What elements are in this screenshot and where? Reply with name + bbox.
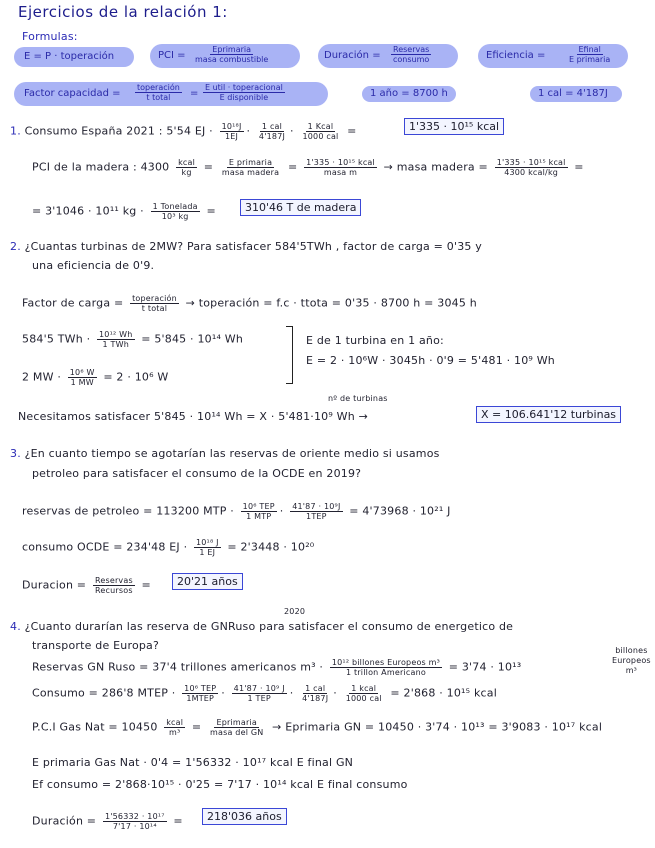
ex2-nturb-label: nº de turbinas: [328, 394, 388, 403]
ex3-dur-frac: [93, 576, 135, 595]
ex1-pci-frac2-den: masa m: [323, 168, 358, 177]
ex3-number: 3.: [10, 447, 21, 460]
ex2-mw-den: 1 MW: [70, 378, 94, 387]
ex4-res-line: [32, 658, 521, 677]
ex1-line3-text: = 3'1046 · 10¹¹ kg ·: [32, 204, 144, 218]
ex4-c1-num: 10⁶ TEP: [184, 684, 217, 693]
ex1-pci-unit-num: kcal: [178, 158, 196, 167]
ex1-pci-line: PCI de la madera : 4300 $\frac{\text{kcal}}{kg}$ = $\frac{\text{E primaria}}{\text{masa madera}}$ = $\frac{\text{1'335 · 10¹⁵ kcal}}{\text{masa m}}$ → masa madera = $\frac{\text{1'335 · 10¹⁵ kcal}}{\text{4300 kcal/kg}}$ =: [32, 158, 584, 177]
ex4-question-line2: transporte de Europa?: [32, 639, 160, 652]
ex4-con-line: Consumo = 286'8 MTEP · $\frac{\text{10⁶ TEP}}{\text{1MTEP}}$ · $\frac{\text{41'87 · 10⁹ J}}{\text{1 TEP}}$ · $\frac{\text{1 cal}}{4'187J}$ · $\frac{\text{1 kcal}}{\text{1000 cal}}$ = 2'868 · 10¹⁵ kcal: [32, 684, 497, 703]
ex1-frac4: [151, 202, 200, 221]
ex2-twh-num: 10¹² Wh: [98, 330, 133, 339]
ex4-res-result: = 3'74 · 10¹³: [448, 660, 522, 674]
ex4-pci-line: P.C.I Gas Nat = 10450 $\frac{\text{kcal}}{\text{m³}}$ = $\frac{\text{Eprimaria}}{\text{masa del GN}}$ → Eprimaria GN = 10450 · 3'74 · 10¹³ = 3'9083 · 10¹⁷ kcal: [32, 718, 603, 737]
ex3-result-box: 20'21 años: [172, 573, 243, 590]
ex4-res-text: Reservas GN Ruso = 37'4 trillones americanos m³ ·: [32, 660, 324, 674]
ex3-c-den: 1 EJ: [199, 548, 216, 557]
ex2-fc-den: t total: [141, 304, 168, 313]
ex1-f1-den: 1EJ: [224, 132, 239, 141]
ex1-pci-unit: [176, 158, 197, 177]
ex1-f4-den: 10³ kg: [161, 212, 189, 221]
ex4-rt-den: 1 trillon Americano: [345, 668, 426, 677]
ex1-f2-den: 4'187J: [258, 132, 286, 141]
ex1-f3-num: 1 Kcal: [307, 122, 334, 131]
ex3-res-result: = 4'73968 · 10²¹ J: [349, 504, 451, 518]
ex4-c1-den: 1MTEP: [186, 694, 215, 703]
ex1-f1-num: 10¹⁸J: [221, 122, 242, 131]
pill-eficiencia-lhs: Eficiencia =: [486, 50, 546, 61]
ex2-fc-text: Factor de carga =: [22, 296, 124, 310]
ex2-brace-line2: E = 2 · 10⁶W · 3045h · 0'9 = 5'481 · 10⁹ Wh: [306, 354, 555, 367]
ex1-line1: 1. Consumo España 2021 : 5'54 EJ · $\frac{\text{10¹⁸J}}{1EJ}$ · $\frac{\text{1 cal}}{4'187J}$ · $\frac{\text{1 Kcal}}{\text{1000 cal}}$ =: [10, 122, 357, 141]
ex4-c3-frac: [300, 684, 330, 703]
ex4-res-units: [612, 646, 651, 676]
ex2-mw-text: 2 MW ·: [22, 370, 62, 384]
ex4-pci-frac-den: masa del GN: [210, 728, 264, 737]
pill-fc-equals: =: [190, 88, 199, 99]
page-title: Ejercicios de la relación 1:: [18, 3, 228, 21]
ex1-pci-frac3-den: 4300 kcal/kg: [504, 168, 559, 177]
ex2-fc-num: toperación: [132, 294, 177, 303]
pill-energy: [14, 47, 134, 67]
pill-energy-text: E = P · toperación: [24, 51, 115, 62]
ex2-twh-text: 584'5 TWh ·: [22, 332, 91, 346]
ex4-res-unit1: billones: [615, 646, 648, 655]
pill-duracion-den: consumo: [393, 55, 430, 64]
ex3-r1-num: 10⁶ TEP: [242, 502, 275, 511]
pill-fc-den1: t total: [146, 93, 171, 102]
ex2-twh-line: [22, 330, 243, 349]
ex2-result-box: X = 106.641'12 turbinas: [476, 406, 621, 423]
ex4-dur-num: 1'56332 · 10¹⁷: [104, 812, 165, 821]
pill-duracion-fraction: [391, 45, 431, 64]
pill-fc-fraction-1: [135, 83, 182, 102]
ex4-con-result: = 2'868 · 10¹⁵ kcal: [390, 686, 497, 700]
ex3-question-line1: [10, 447, 440, 460]
ex2-brace-line1: E de 1 turbina en 1 año:: [306, 334, 444, 347]
ex2-nec-line: Necesitamos satisfacer 5'845 · 10¹⁴ Wh = X · 5'481·10⁹ Wh →: [18, 410, 369, 423]
ex2-fc-frac: [130, 294, 179, 313]
pill-factor-capacidad: [14, 82, 328, 106]
ex2-twh-frac: [97, 330, 135, 349]
ex3-dur-den: Recursos: [95, 586, 133, 595]
pill-fc-den2: E disponible: [219, 93, 269, 102]
ex1-frac3: [300, 122, 340, 141]
ex1-frac2: [257, 122, 287, 141]
ex3-res-text: reservas de petroleo = 113200 MTP ·: [22, 504, 234, 518]
ex4-ep-line: E primaria Gas Nat · 0'4 = 1'56332 · 10¹⁷ kcal E final GN: [32, 756, 354, 769]
pill-eficiencia-den: E primaria: [569, 55, 611, 64]
ex3-q1: ¿En cuanto tiempo se agotarían las reservas de oriente medio si usamos: [24, 447, 440, 460]
pill-eficiencia: [478, 44, 628, 68]
ex3-r2-num: 41'87 · 10⁹J: [292, 502, 341, 511]
ex1-f4-num: 1 Tonelada: [152, 202, 198, 211]
ex4-res-unit3: m³: [625, 666, 638, 675]
ex1-pci-frac3: [495, 158, 568, 177]
ex1-frac1: [220, 122, 244, 141]
ex2-q1: ¿Cuantas turbinas de 2MW? Para satisfacer 584'5TWh , factor de carga = 0'35 y: [24, 240, 483, 253]
pill-kcal: [530, 86, 622, 102]
ex4-result-box: 218'036 años: [202, 808, 287, 825]
ex1-f3-den: 1000 cal: [302, 132, 339, 141]
ex2-twh-den: 1 TWh: [102, 340, 129, 349]
ex3-c-frac: [194, 538, 221, 557]
pill-eficiencia-num: Efinal: [578, 45, 601, 54]
ex4-c2-frac: [232, 684, 287, 703]
ex1-pci-frac-den: masa madera: [221, 168, 280, 177]
ex2-twh-result: = 5'845 · 10¹⁴ Wh: [141, 332, 244, 346]
ex4-c2-den: 1 TEP: [247, 694, 271, 703]
ex1-line1-text: Consumo España 2021 : 5'54 EJ ·: [24, 124, 213, 138]
pill-ano: [362, 86, 456, 102]
ex3-res-line: reservas de petroleo = 113200 MTP · $\frac{\text{10⁶ TEP}}{\text{1 MTP}}$ · $\frac{\text{41'87 · 10⁹J}}{\text{1TEP}}$ = 4'73968 · 10²¹ J: [22, 502, 451, 521]
ex3-con-line: [22, 538, 314, 557]
pill-pci-num: Eprimaria: [212, 45, 252, 54]
ex3-question-line2: petroleo para satisfacer el consumo de la OCDE en 2019?: [32, 467, 362, 480]
ex2-mw-num: 10⁶ W: [69, 368, 95, 377]
ex1-result1-box: 1'335 · 10¹⁵ kcal: [404, 118, 504, 135]
ex4-number: 4.: [10, 620, 21, 633]
ex3-dur-num: Reservas: [94, 576, 133, 585]
ex1-f2-num: 1 cal: [261, 122, 283, 131]
ex4-dur-frac: [103, 812, 167, 831]
ex2-mw-line: [22, 368, 169, 387]
ex2-question-line2: una eficiencia de 0'9.: [32, 259, 155, 272]
ex4-pci-unit-num: kcal: [166, 718, 184, 727]
ex1-pci-frac2: [304, 158, 377, 177]
ex1-pci-arrow: → masa madera =: [383, 160, 488, 174]
ex1-pci-frac-num: E primaria: [228, 158, 273, 167]
ex2-number: 2.: [10, 240, 21, 253]
ex4-pci-text: P.C.I Gas Nat = 10450: [32, 720, 158, 734]
pill-duracion: [318, 44, 458, 68]
pill-pci-den: masa combustible: [195, 55, 269, 64]
ex4-c3-num: 1 cal: [305, 684, 326, 693]
ex1-line3: = 3'1046 · 10¹¹ kg · $\frac{\text{1 Tonelada}}{\text{10³ kg}}$ =: [32, 202, 216, 221]
ex1-pci-unit-den: kg: [181, 168, 192, 177]
pill-duracion-num: Reservas: [393, 45, 430, 54]
ex4-pci-frac-num: Eprimaria: [216, 718, 258, 727]
ex4-pci-result: → Eprimaria GN = 10450 · 3'74 · 10¹³ = 3'9083 · 10¹⁷ kcal: [272, 720, 603, 734]
pill-pci-fraction: [193, 45, 270, 64]
ex4-c1-frac: [182, 684, 218, 703]
ex2-mw-frac: [68, 368, 97, 387]
ex4-rt-num: 10¹² billones Europeos m³: [331, 658, 441, 667]
pill-eficiencia-fraction: [567, 45, 612, 64]
ex4-c4-num: 1 kcal: [351, 684, 377, 693]
pill-ano-text: 1 año = 8700 h: [370, 88, 448, 99]
pill-fc-num2: E util · toperacional: [205, 83, 283, 92]
ex3-c-num: 10¹⁸ J: [195, 538, 219, 547]
pill-duracion-lhs: Duración =: [324, 50, 381, 61]
ex4-pci-unit-den: m³: [169, 728, 181, 737]
pill-kcal-text: 1 cal = 4'187J: [538, 88, 608, 99]
pill-fc-lhs: Factor capacidad =: [24, 88, 121, 99]
ex4-pci-frac: [208, 718, 265, 737]
ex4-question-line1: [10, 620, 513, 633]
ex4-res-unit2: Europeos: [612, 656, 651, 665]
ex4-c2-num: 41'87 · 10⁹ J: [233, 684, 285, 693]
ex3-con-result: = 2'3448 · 10²⁰: [227, 540, 315, 554]
ex4-dur-line: Duración = $\frac{\text{1'56332 · 10¹⁷}}{\text{7'17 · 10¹⁴}}$ =: [32, 812, 183, 831]
pill-fc-fraction-2: [203, 83, 285, 102]
ex4-con-text: Consumo = 286'8 MTEP ·: [32, 686, 176, 700]
ex4-q1: ¿Cuanto durarían las reserva de GNRuso para satisfacer el consumo de energetico de: [24, 620, 514, 633]
ex4-c4-frac: [344, 684, 384, 703]
formulas-label: Formulas:: [22, 30, 78, 43]
ex1-pci-frac3-num: 1'335 · 10¹⁵ kcal: [496, 158, 566, 167]
pill-fc-num1: toperación: [137, 83, 180, 92]
ex4-ef-line: Ef consumo = 2'868·10¹⁵ · 0'25 = 7'17 · 10¹⁴ kcal E final consumo: [32, 778, 408, 791]
ex4-c3-den: 4'187J: [302, 694, 329, 703]
ex2-factor-line: [22, 294, 477, 313]
ex3-r2-frac: [290, 502, 342, 521]
ex3-dur-line: Duracion = $\frac{\text{Reservas}}{\text{Recursos}}$ =: [22, 576, 151, 595]
ex1-pci-frac2-num: 1'335 · 10¹⁵ kcal: [306, 158, 375, 167]
ex3-r1-den: 1 MTP: [246, 512, 272, 521]
ex2-brace: [286, 326, 293, 384]
ex3-dur-text: Duracion =: [22, 578, 87, 592]
ex2-fc-result: → toperación = f.c · ttota = 0'35 · 8700 h = 3045 h: [185, 296, 477, 310]
ex3-r2-den: 1TEP: [306, 512, 327, 521]
ex4-pci-unit: [164, 718, 185, 737]
ex3-con-text: consumo OCDE = 234'48 EJ ·: [22, 540, 188, 554]
ex3-r1-frac: [241, 502, 277, 521]
pill-pci-lhs: PCI =: [158, 50, 186, 61]
ex2-question-line1: [10, 240, 482, 253]
ex1-number: 1.: [10, 124, 21, 138]
ex4-year: 2020: [284, 607, 306, 616]
ex4-dur-den: 7'17 · 10¹⁴: [112, 822, 157, 831]
ex4-dur-text: Duración =: [32, 814, 97, 828]
ex4-c4-den: 1000 cal: [345, 694, 382, 703]
ex2-mw-result: = 2 · 10⁶ W: [103, 370, 169, 384]
pill-pci: [150, 44, 300, 68]
ex1-pci-text: PCI de la madera : 4300: [32, 160, 170, 174]
ex1-pci-frac: [220, 158, 281, 177]
ex4-rt-frac: [330, 658, 442, 677]
ex1-result2-box: 310'46 T de madera: [240, 199, 361, 216]
